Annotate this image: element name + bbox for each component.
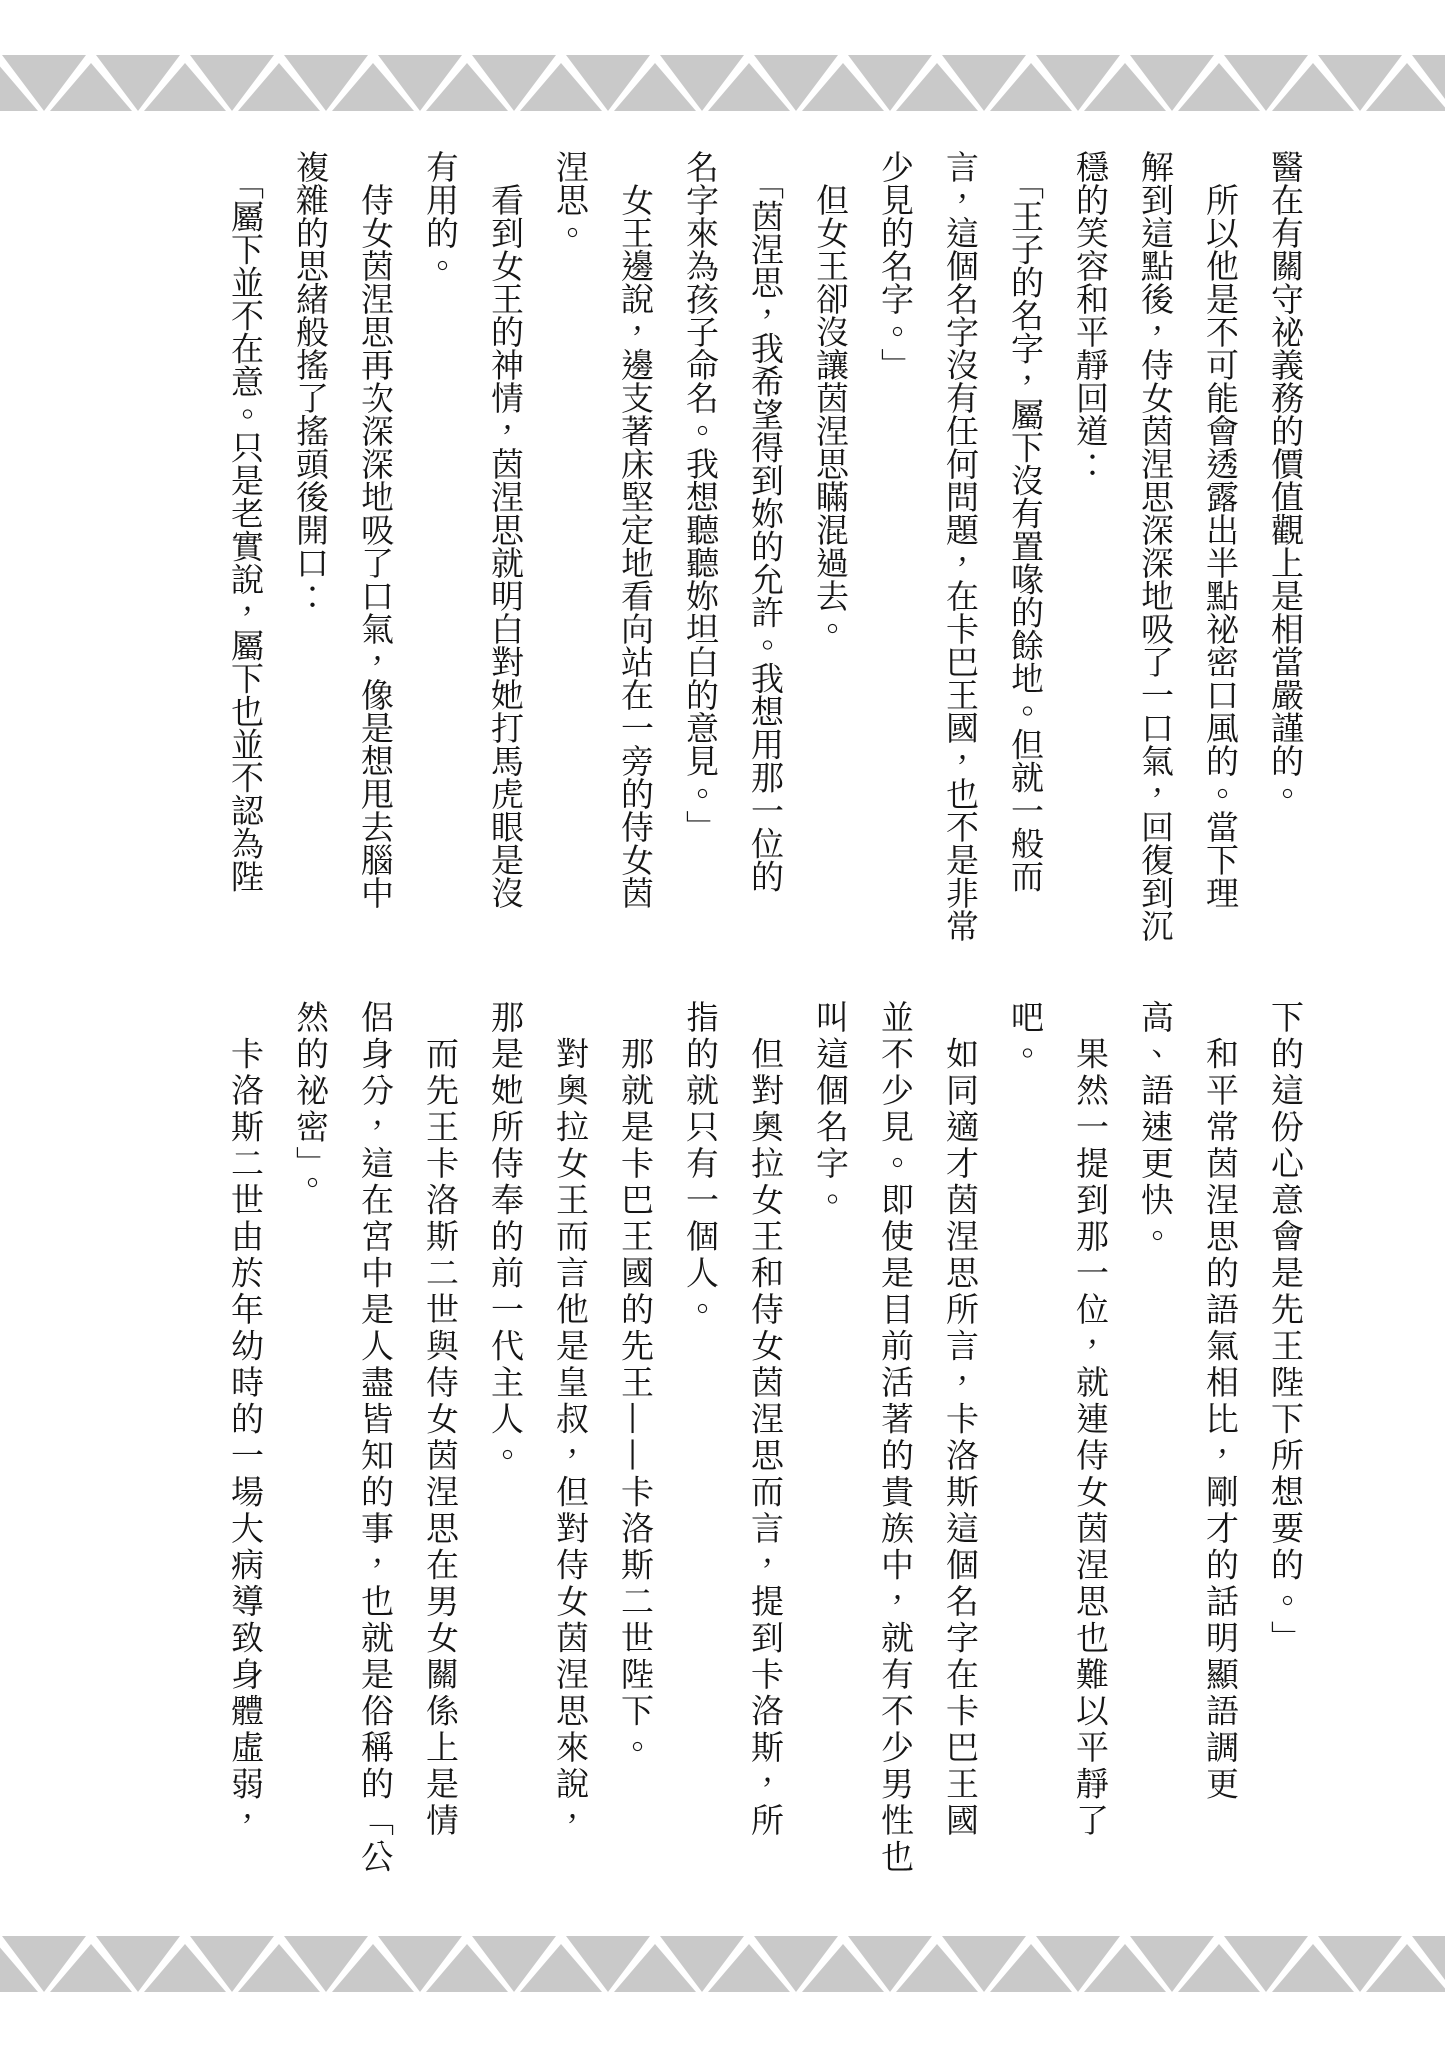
text-line: 侍女茵涅思再次深深地吸了口氣，像是想甩去腦中 [356, 150, 395, 909]
text-line: 解到這點後，侍女茵涅思深深地吸了一口氣，回復到沉 [1136, 150, 1175, 942]
bottom-decorative-border [0, 1936, 1445, 1992]
text-line: 涅思。 [551, 150, 590, 249]
text-line: 穩的笑容和平靜回道： [1071, 150, 1110, 480]
text-line: 果然一提到那一位，就連侍女茵涅思也難以平靜了 [1071, 1000, 1110, 1840]
text-line: 並不少見。即使是目前活著的貴族中，就有不少男性也 [876, 1000, 915, 1876]
upper-text-block [213, 150, 1318, 940]
text-line: 「屬下並不在意。只是老實說，屬下也並不認為陛 [226, 150, 265, 893]
text-line: 叫這個名字。 [811, 1000, 850, 1219]
text-line: 那就是卡巴王國的先王——卡洛斯二世陛下。 [616, 1000, 655, 1767]
text-line: 卡洛斯二世由於年幼時的一場大病導致身體虛弱， [226, 1000, 265, 1840]
text-line: 但女王卻沒讓茵涅思瞞混過去。 [811, 150, 850, 645]
text-line: 和平常茵涅思的語氣相比，剛才的話明顯語調更 [1201, 1000, 1240, 1803]
top-decorative-border [0, 55, 1445, 111]
triangle-zigzag-pattern [0, 1936, 1445, 1992]
text-line: 對奧拉女王而言他是皇叔，但對侍女茵涅思來說， [551, 1000, 590, 1840]
text-line: 「王子的名字，屬下沒有置喙的餘地。但就一般而 [1006, 150, 1045, 893]
text-line: 言，這個名字沒有任何問題，在卡巴王國，也不是非常 [941, 150, 980, 942]
lower-text-block [213, 1000, 1318, 1888]
text-line: 然的祕密」。 [291, 1000, 330, 1203]
text-line: 所以他是不可能會透露出半點祕密口風的。當下理 [1201, 150, 1240, 909]
text-line: 如同適才茵涅思所言，卡洛斯這個名字在卡巴王國 [941, 1000, 980, 1840]
text-line: 而先王卡洛斯二世與侍女茵涅思在男女關係上是情 [421, 1000, 460, 1840]
text-line: 那是她所侍奉的前一代主人。 [486, 1000, 525, 1475]
text-line: 女王邊說，邊支著床堅定地看向站在一旁的侍女茵 [616, 150, 655, 909]
text-line: 高、語速更快。 [1136, 1000, 1175, 1256]
text-line: 名字來為孩子命名。我想聽聽妳坦白的意見。」 [681, 150, 720, 843]
text-line: 有用的。 [421, 150, 460, 282]
text-line: 少見的名字。」 [876, 150, 915, 381]
text-line: 「茵涅思，我希望得到妳的允許。我想用那一位的 [746, 150, 785, 893]
text-line: 吧。 [1006, 1000, 1045, 1073]
text-line: 但對奧拉女王和侍女茵涅思而言，提到卡洛斯，所 [746, 1000, 785, 1840]
text-line: 看到女王的神情，茵涅思就明白對她打馬虎眼是沒 [486, 150, 525, 909]
text-line: 侶身分，這在宮中是人盡皆知的事，也就是俗稱的「公 [356, 1000, 395, 1876]
triangle-zigzag-pattern [0, 55, 1445, 111]
text-line: 下的這份心意會是先王陛下所想要的。」 [1266, 1000, 1305, 1657]
text-line: 複雜的思緒般搖了搖頭後開口： [291, 150, 330, 612]
text-line: 醫在有關守祕義務的價值觀上是相當嚴謹的。 [1266, 150, 1305, 810]
text-line: 指的就只有一個人。 [681, 1000, 720, 1329]
